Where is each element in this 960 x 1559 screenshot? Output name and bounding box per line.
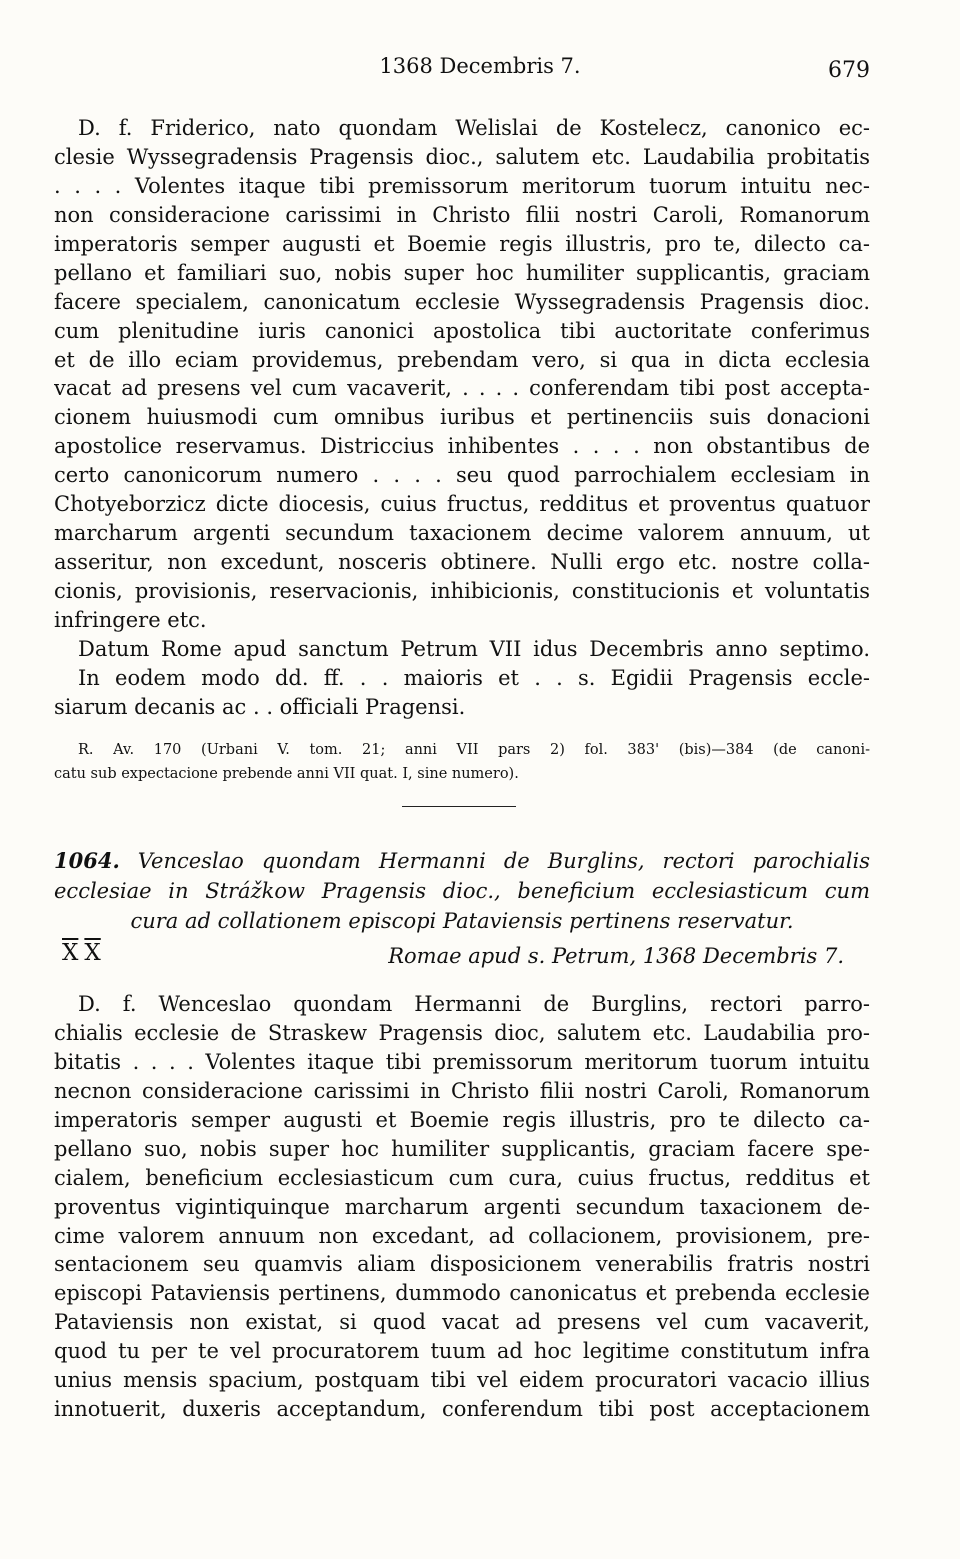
text-line: apostolice reservamus. Districcius inhibentes . . . . non obstantibus de bbox=[54, 434, 870, 459]
text-line: cialem, beneficium ecclesiasticum cum cura, cuius fructus, redditus et bbox=[54, 1165, 870, 1190]
text-line: bitatis . . . . Volentes itaque tibi premissorum meritorum tuorum intuitu bbox=[54, 1049, 870, 1074]
text-line: D. f. Friderico, nato quondam Welislai de Kostelecz, canonico ec- bbox=[78, 116, 870, 140]
text-line: . . . . Volentes itaque tibi premissorum meritorum tuorum intuitu nec- bbox=[54, 173, 870, 198]
note-line: catu sub expectacione prebende anni VII quat. I, sine numero). bbox=[54, 766, 519, 782]
page-number: 679 bbox=[828, 58, 870, 83]
document-1-body bbox=[54, 114, 870, 722]
text-line: unius mensis spacium, postquam tibi vel eidem procuratori vacacio illius bbox=[54, 1368, 870, 1393]
archival-mark bbox=[62, 940, 101, 966]
text-line: D. f. Wenceslao quondam Hermanni de Burglins, rectori parro- bbox=[78, 992, 870, 1016]
regest-line bbox=[54, 846, 870, 876]
text-line: innotuerit, duxeris acceptandum, conferendum tibi post acceptacionem bbox=[54, 1397, 870, 1422]
text-line: Chotyeborzicz dicte diocesis, cuius fructus, redditus et proventus quatuor bbox=[54, 492, 870, 517]
running-head: 1368 Decembris 7. bbox=[379, 54, 581, 78]
text-line: marcharum argenti secundum taxacionem decime valorem annuum, ut bbox=[54, 521, 870, 546]
text-line: pellano suo, nobis super hoc humiliter supplicantis, graciam facere spe- bbox=[54, 1136, 870, 1161]
dating-row bbox=[54, 940, 870, 970]
mark-left: $\overline{X}$ bbox=[62, 940, 79, 966]
place-date: Romae apud s. Petrum, 1368 Decembris 7. bbox=[388, 944, 844, 968]
text-line: sentacionem seu quamvis aliam disposicionem venerabilis fratris nostri bbox=[54, 1252, 870, 1277]
text-line: imperatoris semper augusti et Boemie regis illustris, pro te, dilecto ca- bbox=[54, 231, 870, 256]
text-line: imperatoris semper augusti et Boemie regis illustris, pro te dilecto ca- bbox=[54, 1107, 870, 1132]
text-line: episcopi Pataviensis pertinens, dummodo canonicatus et prebenda ecclesie bbox=[54, 1281, 870, 1306]
text-line: infringere etc. bbox=[54, 607, 207, 632]
text-line: certo canonicorum numero . . . . seu quod parrochialem ecclesiam in bbox=[54, 463, 870, 488]
regest-line: ecclesiae in Strážkow Pragensis dioc., beneficium ecclesiasticum cum bbox=[54, 879, 870, 903]
text-line: siarum decanis ac . . officiali Pragensi. bbox=[54, 694, 466, 719]
section-divider bbox=[402, 806, 516, 807]
archival-note bbox=[54, 738, 870, 786]
text-line: cum plenitudine iuris canonici apostolica tibi auctoritate conferimus bbox=[54, 318, 870, 343]
text-line: quod tu per te vel procuratorem tuum ad hoc legitime constitutum infra bbox=[54, 1339, 870, 1364]
text-line: chialis ecclesie de Straskew Pragensis dioc, salutem etc. Laudabilia pro- bbox=[54, 1020, 870, 1045]
text-line: facere specialem, canonicatum ecclesie Wyssegradensis Pragensis dioc. bbox=[54, 289, 870, 314]
text-line: cime valorem annuum non excedant, ad collacionem, provisionem, pre- bbox=[54, 1223, 870, 1248]
text-line: cionem huiusmodi cum omnibus iuribus et pertinenciis suis donacioni bbox=[54, 405, 870, 430]
regest-text: Venceslao quondam Hermanni de Burglins, rectori parochialis bbox=[137, 849, 870, 873]
note-line: R. Av. 170 (Urbani V. tom. 21; anni VII pars 2) fol. 383' (bis)—384 (de canoni- bbox=[78, 742, 870, 758]
document-number: 1064. bbox=[54, 848, 120, 873]
text-line: proventus vigintiquinque marcharum argenti secundum taxacionem de- bbox=[54, 1194, 870, 1219]
text-line: necnon consideracione carissimi in Christo filii nostri Caroli, Romanorum bbox=[54, 1078, 870, 1103]
datum-line: Datum Rome apud sanctum Petrum VII idus Decembris anno septimo. bbox=[78, 636, 870, 661]
text-line: vacat ad presens vel cum vacaverit, . . . . conferendam tibi post accepta- bbox=[54, 376, 870, 401]
regest-line: cura ad collationem episcopi Pataviensis pertinens reservatur. bbox=[130, 909, 794, 933]
text-line: In eodem modo dd. ff. . . maioris et . . s. Egidii Pragensis eccle- bbox=[78, 665, 870, 690]
page-header bbox=[0, 46, 960, 86]
mark-right: $\overline{X}$ bbox=[84, 940, 101, 966]
text-line: asseritur, non excedunt, nosceris obtinere. Nulli ergo etc. nostre colla- bbox=[54, 550, 870, 575]
text-line: non consideracione carissimi in Christo filii nostri Caroli, Romanorum bbox=[54, 202, 870, 227]
text-line: cionis, provisionis, reservacionis, inhibicionis, constitucionis et voluntatis bbox=[54, 579, 870, 603]
text-line: et de illo eciam providemus, prebendam vero, si qua in dicta ecclesia bbox=[54, 347, 870, 372]
document-2-body bbox=[54, 990, 870, 1424]
text-line: clesie Wyssegradensis Pragensis dioc., salutem etc. Laudabilia probitatis bbox=[54, 144, 870, 169]
text-line: Pataviensis non existat, si quod vacat ad presens vel cum vacaverit, bbox=[54, 1310, 870, 1335]
text-line: pellano et familiari suo, nobis super hoc humiliter supplicantis, graciam bbox=[54, 260, 870, 285]
regest-heading bbox=[54, 846, 870, 936]
